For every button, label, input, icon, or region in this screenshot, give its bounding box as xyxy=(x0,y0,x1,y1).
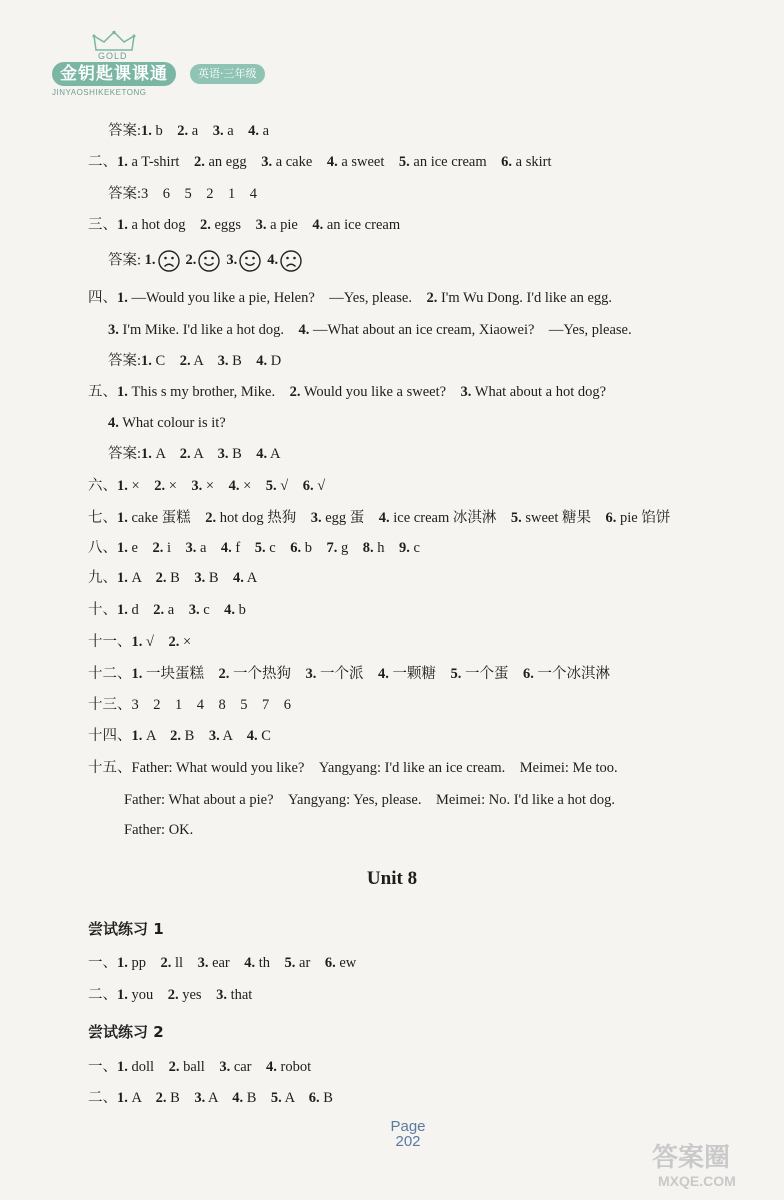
unit-title: Unit 8 xyxy=(366,868,418,889)
faces-answer-line xyxy=(108,250,308,272)
answer-line: 七、1. cake 蛋糕 2. hot dog 热狗 3. egg 蛋 4. ice cream 冰淇淋 5. sweet 糖果 6. pie 馅饼 xyxy=(88,510,671,526)
answer-line: 十三、3 2 1 4 8 5 7 6 xyxy=(88,697,291,713)
logo-brand: 金钥匙课课通 xyxy=(52,62,176,86)
answer-line: 十、1. d 2. a 3. c 4. b xyxy=(88,602,246,618)
happy-face-icon xyxy=(239,250,261,272)
section-heading-2: 尝试练习 2 xyxy=(88,1023,164,1041)
answer-line: 十一、1. √ 2. × xyxy=(88,634,192,650)
answer-line: Father: What about a pie? Yangyang: Yes, please. Meimei: No. I'd like a hot dog. xyxy=(124,792,615,808)
answer-line: 一、1. doll 2. ball 3. car 4. robot xyxy=(88,1059,312,1075)
answer-line: 二、1. you 2. yes 3. that xyxy=(88,987,253,1003)
answer-line: 五、1. This s my brother, Mike. 2. Would you like a sweet? 3. What about a hot dog? xyxy=(88,384,607,400)
watermark-logo xyxy=(644,1132,774,1192)
page-label: Page xyxy=(390,1118,426,1135)
publisher-logo xyxy=(40,30,270,102)
svg-text:MXQE.COM: MXQE.COM xyxy=(658,1173,736,1189)
answer-line: 答案:3 6 5 2 1 4 xyxy=(108,186,258,202)
answer-line: 二、1. a T-shirt 2. an egg 3. a cake 4. a sweet 5. an ice cream 6. a skirt xyxy=(88,154,552,170)
answer-line: 六、1. × 2. × 3. × 4. × 5. √ 6. √ xyxy=(88,478,326,494)
answer-line: 答案:1. C 2. A 3. B 4. D xyxy=(108,353,282,369)
answer-line: 4. What colour is it? xyxy=(108,415,226,431)
answer-line: 答案:1. b 2. a 3. a 4. a xyxy=(108,123,270,139)
faces-prefix: 答案: xyxy=(108,252,142,269)
answer-line: 十五、Father: What would you like? Yangyang: I'd like an ice cream. Meimei: Me too. xyxy=(88,760,618,776)
answer-line: 二、1. A 2. B 3. A 4. B 5. A 6. B xyxy=(88,1090,333,1106)
logo-tag: 英语·三年级 xyxy=(190,64,265,84)
page-footer xyxy=(368,1118,448,1149)
page-number: 202 xyxy=(395,1133,421,1150)
sad-face-icon xyxy=(158,250,180,272)
face-item: 3. xyxy=(226,252,267,268)
face-item: 2. xyxy=(186,252,227,268)
svg-text:答案圈: 答案圈 xyxy=(652,1143,731,1173)
answer-line: 一、1. pp 2. ll 3. ear 4. th 5. ar 6. ew xyxy=(88,955,357,971)
logo-small-text: GOLD xyxy=(98,51,128,61)
sad-face-icon xyxy=(280,250,302,272)
answer-line: 3. I'm Mike. I'd like a hot dog. 4. —What about an ice cream, Xiaowei? —Yes, please. xyxy=(108,322,632,338)
answer-line: 八、1. e 2. i 3. a 4. f 5. c 6. b 7. g 8. h 9. c xyxy=(88,540,420,556)
answer-line: 答案:1. A 2. A 3. B 4. A xyxy=(108,446,281,462)
crown-icon xyxy=(92,30,136,52)
answer-line: 十二、1. 一块蛋糕 2. 一个热狗 3. 一个派 4. 一颗糖 5. 一个蛋 6. 一个冰淇淋 xyxy=(88,666,610,682)
face-item: 4. xyxy=(267,252,308,268)
happy-face-icon xyxy=(198,250,220,272)
answer-line: 四、1. —Would you like a pie, Helen? —Yes, please. 2. I'm Wu Dong. I'd like an egg. xyxy=(88,290,613,306)
answer-line: Father: OK. xyxy=(124,822,194,838)
face-item: 1. xyxy=(145,252,186,268)
faces-list xyxy=(145,252,309,268)
section-heading-1: 尝试练习 1 xyxy=(88,920,164,938)
answer-line: 三、1. a hot dog 2. eggs 3. a pie 4. an ice cream xyxy=(88,217,401,233)
answer-line: 十四、1. A 2. B 3. A 4. C xyxy=(88,728,271,744)
answer-line: 九、1. A 2. B 3. B 4. A xyxy=(88,570,258,586)
logo-pinyin: JINYAOSHIKEKETONG xyxy=(52,88,147,97)
